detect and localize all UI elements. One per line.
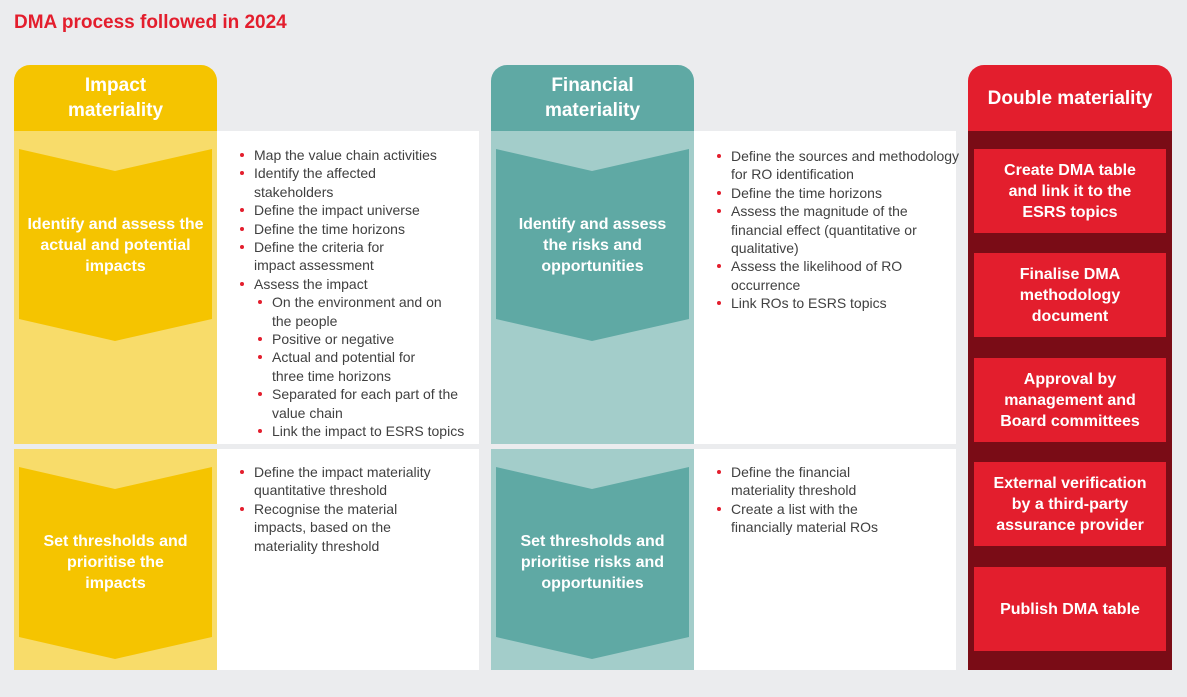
double-materiality-header — [968, 65, 1172, 131]
double-step-5-label: Publish DMA table — [1000, 600, 1140, 618]
list-item: Positive or negative — [254, 330, 476, 348]
page-title: DMA process followed in 2024 — [14, 12, 287, 33]
list-item: Define the criteria for impact assessment — [236, 238, 476, 275]
double-step-2-label: Finalise DMA methodology document — [1019, 265, 1121, 325]
impact-stage2-panel — [14, 449, 217, 670]
list-item: Define the time horizons — [713, 184, 953, 202]
double-step-1-label: Create DMA table and link it to the ESRS topics — [1004, 161, 1136, 221]
impact-stage2-bullets — [236, 463, 466, 555]
list-item: Assess the likelihood of RO occurrence — [713, 257, 953, 294]
double-step-1 — [974, 149, 1166, 233]
financial-stage1-label: Identify and assess the risks and opportunities — [518, 216, 667, 275]
list-item: Separated for each part of the value chain — [254, 385, 476, 422]
list-item: Define the sources and methodology for RO identification — [713, 147, 953, 184]
impact-stage2-textbox — [217, 449, 479, 670]
impact-materiality-header — [14, 65, 217, 131]
impact-sub-bullets — [254, 293, 476, 440]
list-item: On the environment and on the people — [254, 293, 476, 330]
impact-stage1-bullets — [236, 146, 476, 441]
financial-stage2-textbox — [694, 449, 956, 670]
list-item: Link ROs to ESRS topics — [713, 294, 953, 312]
list-item: Define the impact universe — [236, 201, 476, 219]
double-step-2 — [974, 253, 1166, 337]
list-item: Create a list with the financially material ROs — [713, 500, 943, 537]
list-item: Assess the magnitude of the financial effect (quantitative or qualitative) — [713, 202, 953, 257]
financial-header-text: Financial materiality — [544, 75, 641, 121]
list-item: Assess the impact On the environment and on the people Positive or negative Actual and potential for three time horizons Separated for each part of the value chain Link the impact to ESRS topics — [236, 275, 476, 441]
financial-stage2-panel — [491, 449, 694, 670]
financial-stage1-panel — [491, 131, 694, 444]
impact-stage1-label: Identify and assess the actual and potential impacts — [27, 216, 204, 275]
list-item: Recognise the material impacts, based on the materiality threshold — [236, 500, 466, 555]
double-step-3 — [974, 358, 1166, 442]
double-header-text: Double materiality — [987, 87, 1153, 109]
impact-header-text: Impact materiality — [67, 75, 164, 121]
impact-stage1-panel — [14, 131, 217, 444]
financial-stage1-bullets — [713, 147, 960, 313]
double-step-5 — [974, 567, 1166, 651]
list-item: Define the impact materiality quantitative threshold — [236, 463, 466, 500]
list-item: Actual and potential for three time horizons — [254, 348, 476, 385]
list-item: Define the time horizons — [236, 220, 476, 238]
double-step-4 — [974, 462, 1166, 546]
list-item: Define the financial materiality threshold — [713, 463, 943, 500]
financial-stage1-textbox — [694, 131, 960, 444]
financial-materiality-header — [491, 65, 694, 131]
impact-stage2-label: Set thresholds and prioritise the impacts — [43, 533, 188, 592]
list-item: Map the value chain activities — [236, 146, 476, 164]
double-step-3-label: Approval by management and Board committees — [1000, 370, 1140, 430]
list-item: Identify the affected stakeholders — [236, 164, 476, 201]
financial-stage2-bullets — [713, 463, 943, 537]
double-step-4-label: External verification by a third-party assurance provider — [993, 474, 1147, 534]
financial-stage2-label: Set thresholds and prioritise risks and opportunities — [520, 533, 665, 592]
list-item: Link the impact to ESRS topics — [254, 422, 476, 440]
impact-stage1-textbox — [217, 131, 479, 444]
